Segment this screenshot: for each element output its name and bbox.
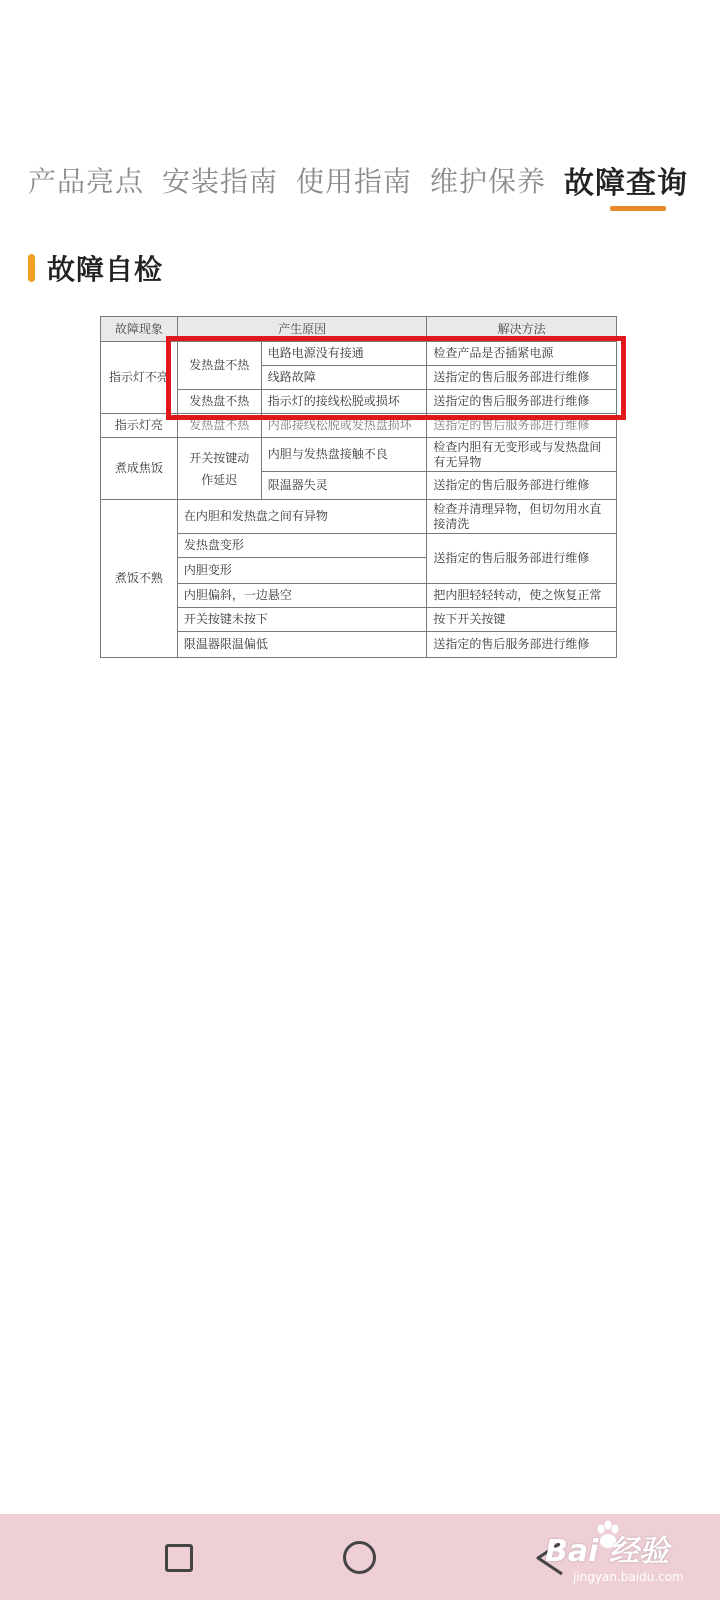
table-cell: 在内胆和发热盘之间有异物 (177, 500, 426, 534)
table-cell: 按下开关按键 (427, 608, 617, 632)
recent-apps-square-icon[interactable] (165, 1544, 193, 1572)
table-row (101, 632, 617, 658)
tab-maintenance[interactable]: 维护保养 (430, 165, 547, 198)
table-cell: 内胆偏斜，一边悬空 (177, 584, 426, 608)
table-cell: 开关按键动作延迟 (177, 438, 261, 500)
table-cell: 煮成焦饭 (101, 438, 178, 500)
table-header: 产生原因 (177, 317, 426, 342)
tab-usage-guide[interactable]: 使用指南 (296, 165, 413, 198)
table-cell: 指示灯的接线松脱或损坏 (261, 390, 427, 414)
table-cell: 检查内胆有无变形或与发热盘间有无异物 (427, 438, 617, 472)
table-cell: 检查并清理异物，但切勿用水直接清洗 (427, 500, 617, 534)
table-cell: 限温器限温偏低 (177, 632, 426, 658)
red-highlight-box (166, 336, 626, 420)
tab-product-highlights[interactable]: 产品亮点 (28, 165, 145, 198)
baidu-jingyan-watermark (545, 1520, 715, 1592)
table-row (101, 500, 617, 534)
table-cell: 限温器失灵 (261, 472, 427, 500)
table-cell: 送指定的售后服务部进行维修 (427, 390, 617, 414)
table-cell: 送指定的售后服务部进行维修 (427, 366, 617, 390)
watermark-url: jingyan.baidu.com (573, 1570, 684, 1584)
table-row (101, 534, 617, 558)
watermark-text: Bai 经验 (545, 1534, 669, 1569)
table-cell: 发热盘变形 (177, 534, 426, 558)
table-row (101, 608, 617, 632)
tab-troubleshooting[interactable]: 故障查询 (564, 166, 688, 201)
table-cell: 内胆变形 (177, 558, 426, 584)
table-cell: 内胆与发热盘接触不良 (261, 438, 427, 472)
table-cell: 煮饭不熟 (101, 500, 178, 658)
table-cell: 发热盘不热 (177, 414, 261, 438)
table-row (101, 438, 617, 472)
table-cell: 指示灯不亮 (101, 342, 178, 414)
table-cell: 指示灯亮 (101, 414, 178, 438)
table-cell: 把内胆轻轻转动，使之恢复正常 (427, 584, 617, 608)
section-accent-bar (28, 254, 35, 282)
table-cell: 电路电源没有接通 (261, 342, 427, 366)
section-heading (28, 248, 163, 288)
table-cell: 检查产品是否插紧电源 (427, 342, 617, 366)
table-header: 故障现象 (101, 317, 178, 342)
table-header: 解决方法 (427, 317, 617, 342)
tab-bar (0, 150, 720, 220)
table-cell: 送指定的售后服务部进行维修 (427, 472, 617, 500)
table-cell: 送指定的售后服务部进行维修 (427, 414, 617, 438)
table-cell: 线路故障 (261, 366, 427, 390)
table-cell: 送指定的售后服务部进行维修 (427, 534, 617, 584)
table-cell: 送指定的售后服务部进行维修 (427, 632, 617, 658)
active-tab-indicator (610, 206, 666, 211)
home-circle-icon[interactable] (343, 1541, 376, 1574)
table-row (101, 584, 617, 608)
section-title: 故障自检 (47, 253, 164, 286)
table-cell: 发热盘不热 (177, 342, 261, 390)
table-cell: 发热盘不热 (177, 390, 261, 414)
tab-installation-guide[interactable]: 安装指南 (162, 165, 279, 198)
table-cell: 开关按键未按下 (177, 608, 426, 632)
table-cell: 内部接线松脱或发热盘损坏 (261, 414, 427, 438)
system-navigation-bar (0, 1514, 720, 1600)
